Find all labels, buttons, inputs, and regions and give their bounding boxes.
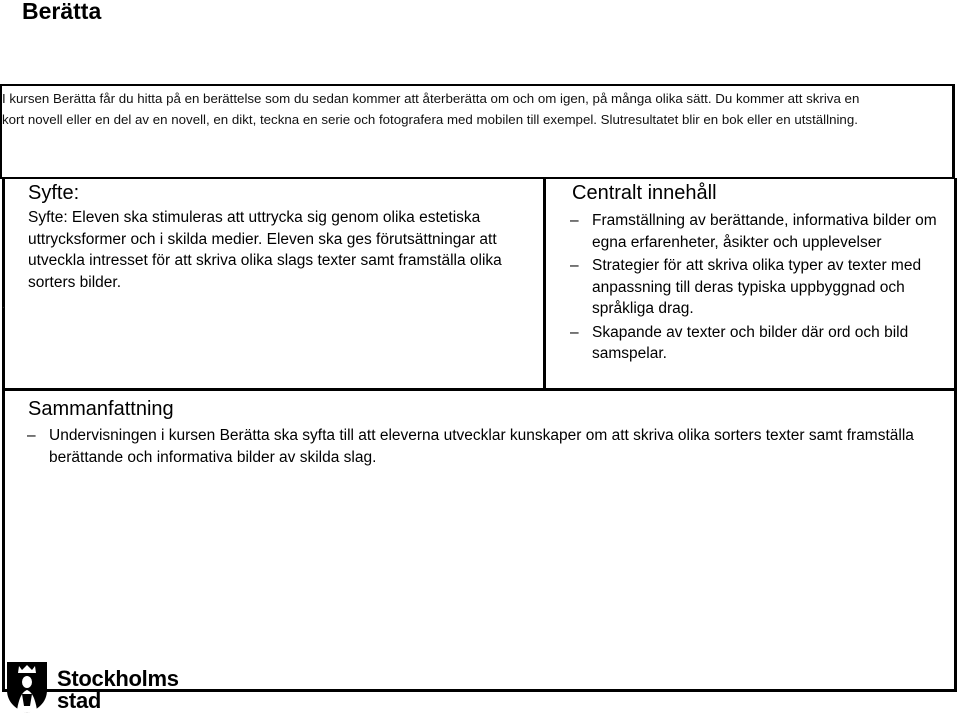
list-item bbox=[570, 322, 954, 365]
centralt-list bbox=[570, 210, 954, 367]
centralt-item-1: Framställning av berättande, informativa bilder om egna erfarenheter, åsikter och upplevelser bbox=[592, 212, 937, 251]
page-title: Berätta bbox=[22, 0, 102, 24]
dash-marker: – bbox=[27, 427, 36, 444]
centralt-item-2: Strategier för att skriva olika typer av texter med anpassning till deras typiska uppbyggnad och språkliga drag. bbox=[592, 257, 922, 317]
list-item bbox=[27, 425, 947, 468]
stray-mark: . bbox=[2, 300, 5, 311]
syfte-heading: Syfte: bbox=[28, 182, 80, 204]
centralt-item-3: Skapande av texter och bilder där ord och bild samspelar. bbox=[592, 323, 909, 362]
stockholms-stad-logo bbox=[5, 660, 179, 716]
sammanfattning-heading: Sammanfattning bbox=[28, 398, 174, 420]
syfte-text: Syfte: Eleven ska stimuleras att uttrycka sig genom olika estetiska uttrycksformer och i skilda medier. Eleven ska ges förutsättningar att utveckla intresset för att skriva olika slags texter samt framställa olika sorters bilder. bbox=[28, 209, 502, 291]
list-item bbox=[570, 210, 954, 253]
intro-line-2: kort novell eller en del av en novell, en dikt, teckna en serie och fotografera med mobilen till exempel. Slutresultatet blir en bok eller en utställning. bbox=[2, 112, 858, 127]
dash-marker: – bbox=[570, 257, 579, 274]
dash-marker: – bbox=[570, 323, 579, 341]
dash-marker: – bbox=[570, 212, 579, 229]
column-divider bbox=[543, 178, 546, 390]
logo-wordmark bbox=[57, 668, 179, 712]
intro-line-1: I kursen Berätta får du hitta på en berättelse som du sedan kommer att återberätta om och om igen, på många olika sätt. Du kommer att skriva en bbox=[2, 91, 860, 106]
sammanfattning-item-1: Undervisningen i kursen Berätta ska syfta till att eleverna utvecklar kunskaper om att skriva olika sorters texter samt framställa berättande och informativa bilder av skilda slag. bbox=[49, 427, 914, 466]
section-divider bbox=[2, 388, 957, 391]
intro-text bbox=[2, 88, 952, 130]
centralt-heading: Centralt innehåll bbox=[572, 182, 717, 204]
logo-line-1: Stockholms bbox=[57, 666, 179, 691]
city-shield-icon bbox=[5, 660, 49, 714]
logo-line-2: stad bbox=[57, 688, 102, 713]
list-item bbox=[570, 255, 954, 320]
sammanfattning-list bbox=[27, 425, 947, 470]
